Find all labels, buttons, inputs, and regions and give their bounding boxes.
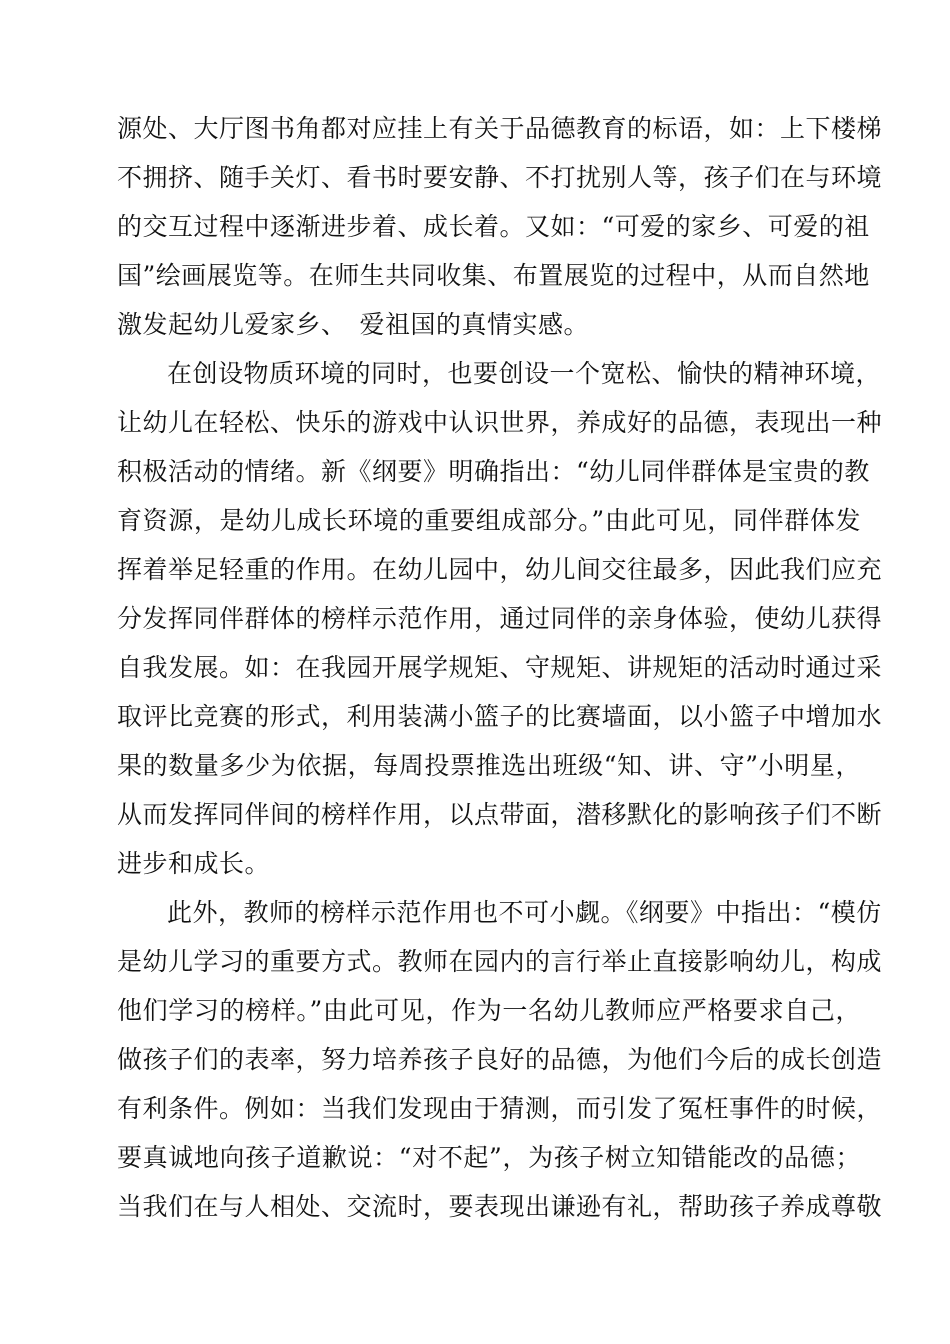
text-line: 当我们在与人相处、交流时，要表现出谦逊有礼，帮助孩子养成尊敬 [117, 1192, 883, 1221]
paragraph-first-line: 此外，教师的榜样示范作用也不可小觑。《纲要》中指出：“模仿 [167, 898, 882, 927]
text-line: 取评比竞赛的形式，利用装满小篮子的比赛墙面，以小篮子中增加水 [117, 702, 883, 731]
text-line: 挥着举足轻重的作用。在幼儿园中，幼儿间交往最多，因此我们应充 [117, 555, 883, 584]
document-body [117, 104, 883, 1231]
paragraph-first-line: 在创设物质环境的同时，也要创设一个宽松、愉快的精神环境， [167, 359, 882, 388]
text-line: 要真诚地向孩子道歉说：“对不起”，为孩子树立知错能改的品德； [117, 1143, 861, 1172]
text-line: 育资源，是幼儿成长环境的重要组成部分。”由此可见，同伴群体发 [117, 506, 861, 535]
text-line: 激发起幼儿爱家乡、 爱祖国的真情实感。 [117, 310, 590, 339]
text-line: 分发挥同伴群体的榜样示范作用，通过同伴的亲身体验，使幼儿获得 [117, 604, 883, 633]
text-line: 做孩子们的表率，努力培养孩子良好的品德，为他们今后的成长创造 [117, 1045, 883, 1074]
text-line: 的交互过程中逐渐进步着、成长着。又如：“可爱的家乡、可爱的祖 [117, 212, 870, 241]
text-line: 是幼儿学习的重要方式。教师在园内的言行举止直接影响幼儿，构成 [117, 947, 883, 976]
text-line: 从而发挥同伴间的榜样作用，以点带面，潜移默化的影响孩子们不断 [117, 800, 883, 829]
text-line: 积极活动的情绪。新《纲要》明确指出：“幼儿同伴群体是宝贵的教 [117, 457, 870, 486]
text-line: 让幼儿在轻松、快乐的游戏中认识世界，养成好的品德，表现出一种 [117, 408, 883, 437]
text-line: 果的数量多少为依据，每周投票推选出班级“知、讲、守”小明星， [117, 751, 861, 780]
text-line: 自我发展。如：在我园开展学规矩、守规矩、讲规矩的活动时通过采 [117, 653, 883, 682]
text-line: 源处、大厅图书角都对应挂上有关于品德教育的标语，如：上下楼梯 [117, 114, 883, 143]
text-line: 进步和成长。 [117, 849, 271, 878]
text-line: 有利条件。例如：当我们发现由于猜测，而引发了冤枉事件的时候， [117, 1094, 883, 1123]
text-line: 他们学习的榜样。”由此可见，作为一名幼儿教师应严格要求自己， [117, 996, 861, 1025]
text-line: 国”绘画展览等。在师生共同收集、布置展览的过程中，从而自然地 [117, 261, 870, 290]
text-line: 不拥挤、随手关灯、看书时要安静、不打扰别人等，孩子们在与环境 [117, 163, 883, 192]
